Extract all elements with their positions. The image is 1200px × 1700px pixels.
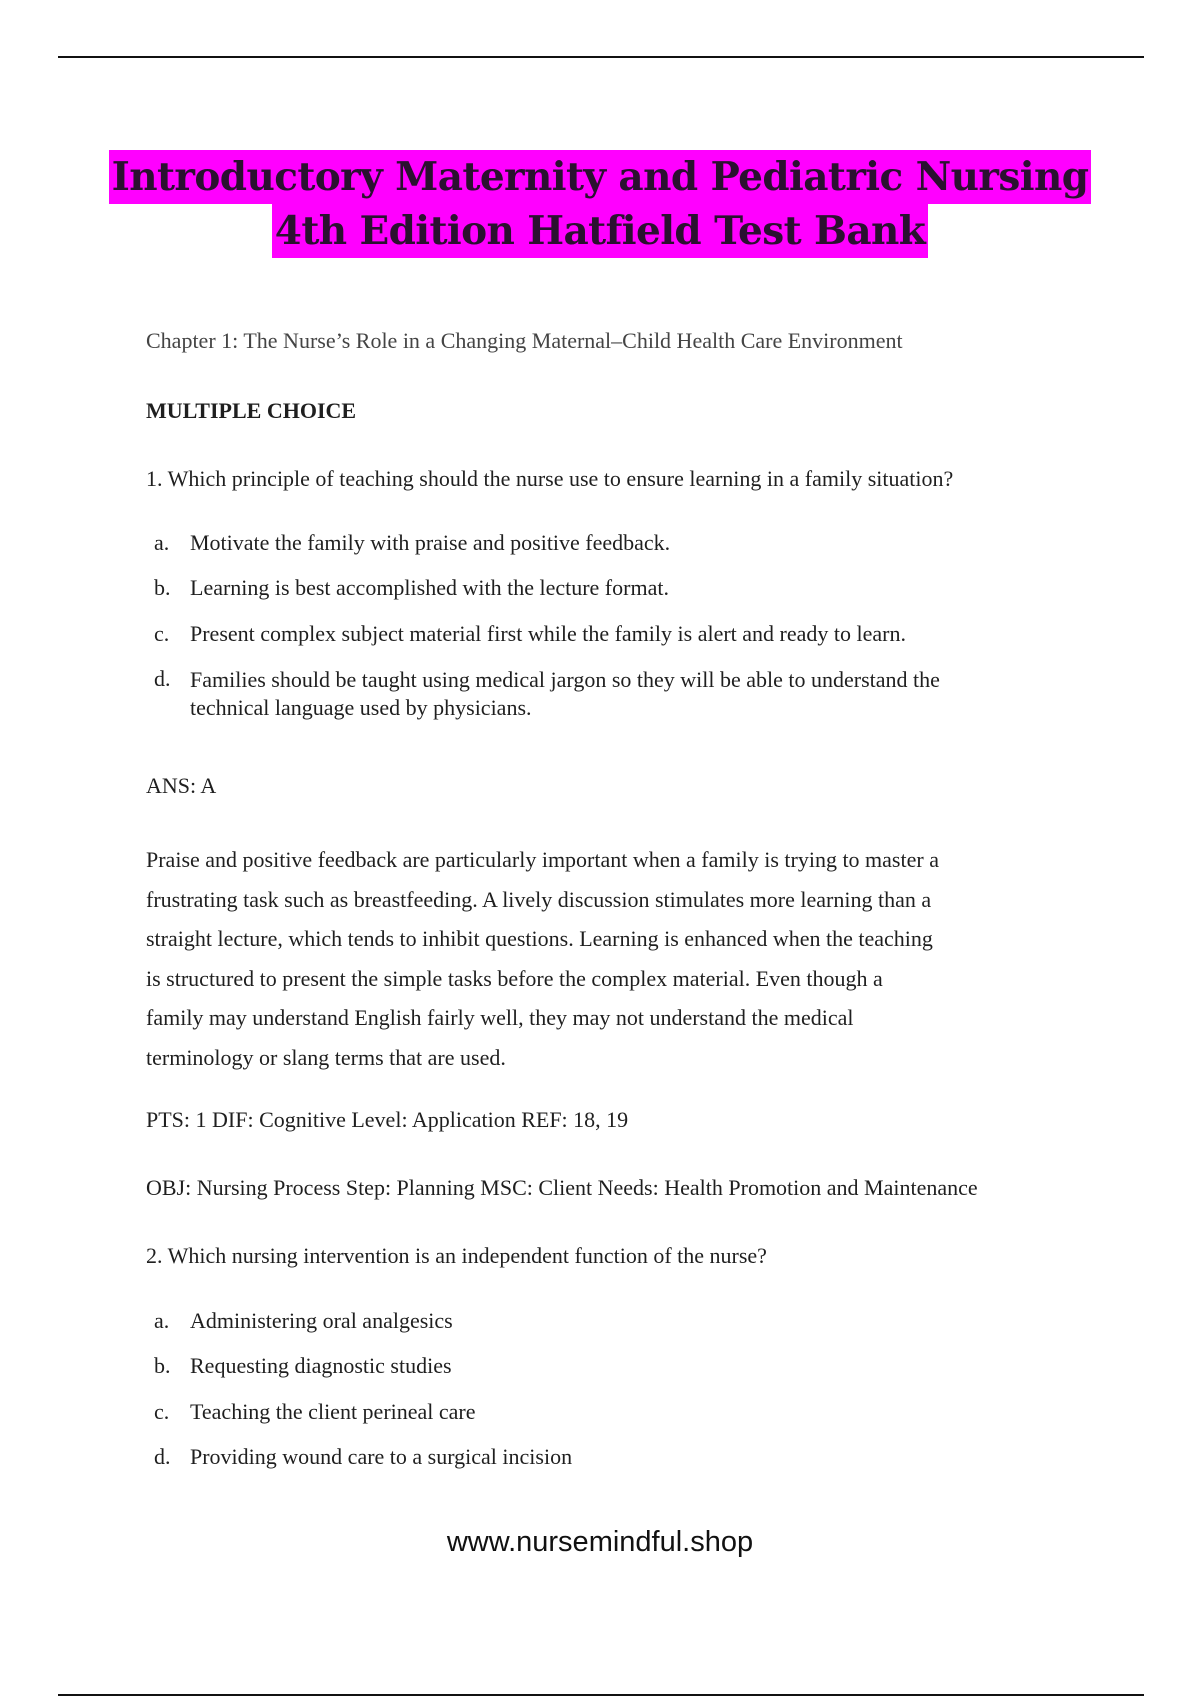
document-title — [0, 150, 1200, 258]
rationale-line: family may understand English fairly well, they may not understand the medical — [146, 1005, 854, 1030]
question-1-option-c — [154, 621, 906, 647]
bottom-rule — [58, 1694, 1144, 1696]
chapter-heading: Chapter 1: The Nurse’s Role in a Changing Maternal–Child Health Care Environment — [146, 328, 903, 353]
section-heading: MULTIPLE CHOICE — [146, 398, 357, 423]
question-1-pts: PTS: 1 DIF: Cognitive Level: Application REF: 18, 19 — [146, 1107, 629, 1132]
question-1-stem: 1. Which principle of teaching should the nurse use to ensure learning in a family situation? — [146, 466, 954, 491]
title-line-2: 4th Edition Hatfield Test Bank — [272, 204, 928, 258]
option-letter: a. — [154, 530, 170, 555]
question-1-obj: OBJ: Nursing Process Step: Planning MSC: Client Needs: Health Promotion and Maintenance — [146, 1175, 978, 1200]
title-line-1: Introductory Maternity and Pediatric Nursing — [109, 150, 1092, 204]
option-text: Present complex subject material first while the family is alert and ready to learn. — [190, 621, 906, 646]
option-text: Administering oral analgesics — [190, 1308, 453, 1333]
option-letter: a. — [154, 1308, 170, 1333]
option-letter: b. — [154, 1353, 171, 1378]
option-letter: d. — [154, 666, 171, 691]
option-text: Motivate the family with praise and positive feedback. — [190, 530, 671, 555]
option-letter: c. — [154, 1399, 170, 1424]
option-text: Requesting diagnostic studies — [190, 1353, 452, 1378]
option-text: Providing wound care to a surgical incision — [190, 1444, 573, 1469]
question-1-option-a — [154, 530, 670, 556]
rationale-line: straight lecture, which tends to inhibit questions. Learning is enhanced when the teaching — [146, 926, 933, 951]
question-1-option-d — [154, 666, 950, 722]
option-letter: b. — [154, 575, 171, 600]
question-2-option-b — [154, 1353, 452, 1379]
option-text: Teaching the client perineal care — [190, 1399, 476, 1424]
option-letter: c. — [154, 621, 170, 646]
rationale-line: Praise and positive feedback are particularly important when a family is trying to master a — [146, 847, 939, 872]
question-2-option-c — [154, 1399, 476, 1425]
top-rule — [58, 56, 1144, 58]
question-2-option-d — [154, 1444, 572, 1470]
question-2-option-a — [154, 1308, 453, 1334]
option-text: Learning is best accomplished with the lecture format. — [190, 575, 669, 600]
rationale-line: is structured to present the simple tasks before the complex material. Even though a — [146, 965, 883, 991]
rationale-line: frustrating task such as breastfeeding. A lively discussion stimulates more learning than a — [146, 886, 932, 912]
footer-website-link[interactable]: www.nursemindful.shop — [446, 1526, 754, 1558]
question-1-option-b — [154, 575, 669, 601]
option-letter: d. — [154, 1444, 171, 1469]
rationale-line: terminology or slang terms that are used. — [146, 1044, 506, 1070]
option-text: Families should be taught using medical jargon so they will be able to understand the technical language used by physicians. — [190, 667, 940, 720]
question-1-rationale — [146, 840, 1086, 1077]
question-1-answer: ANS: A — [146, 773, 217, 798]
question-2-stem: 2. Which nursing intervention is an independent function of the nurse? — [146, 1243, 767, 1268]
